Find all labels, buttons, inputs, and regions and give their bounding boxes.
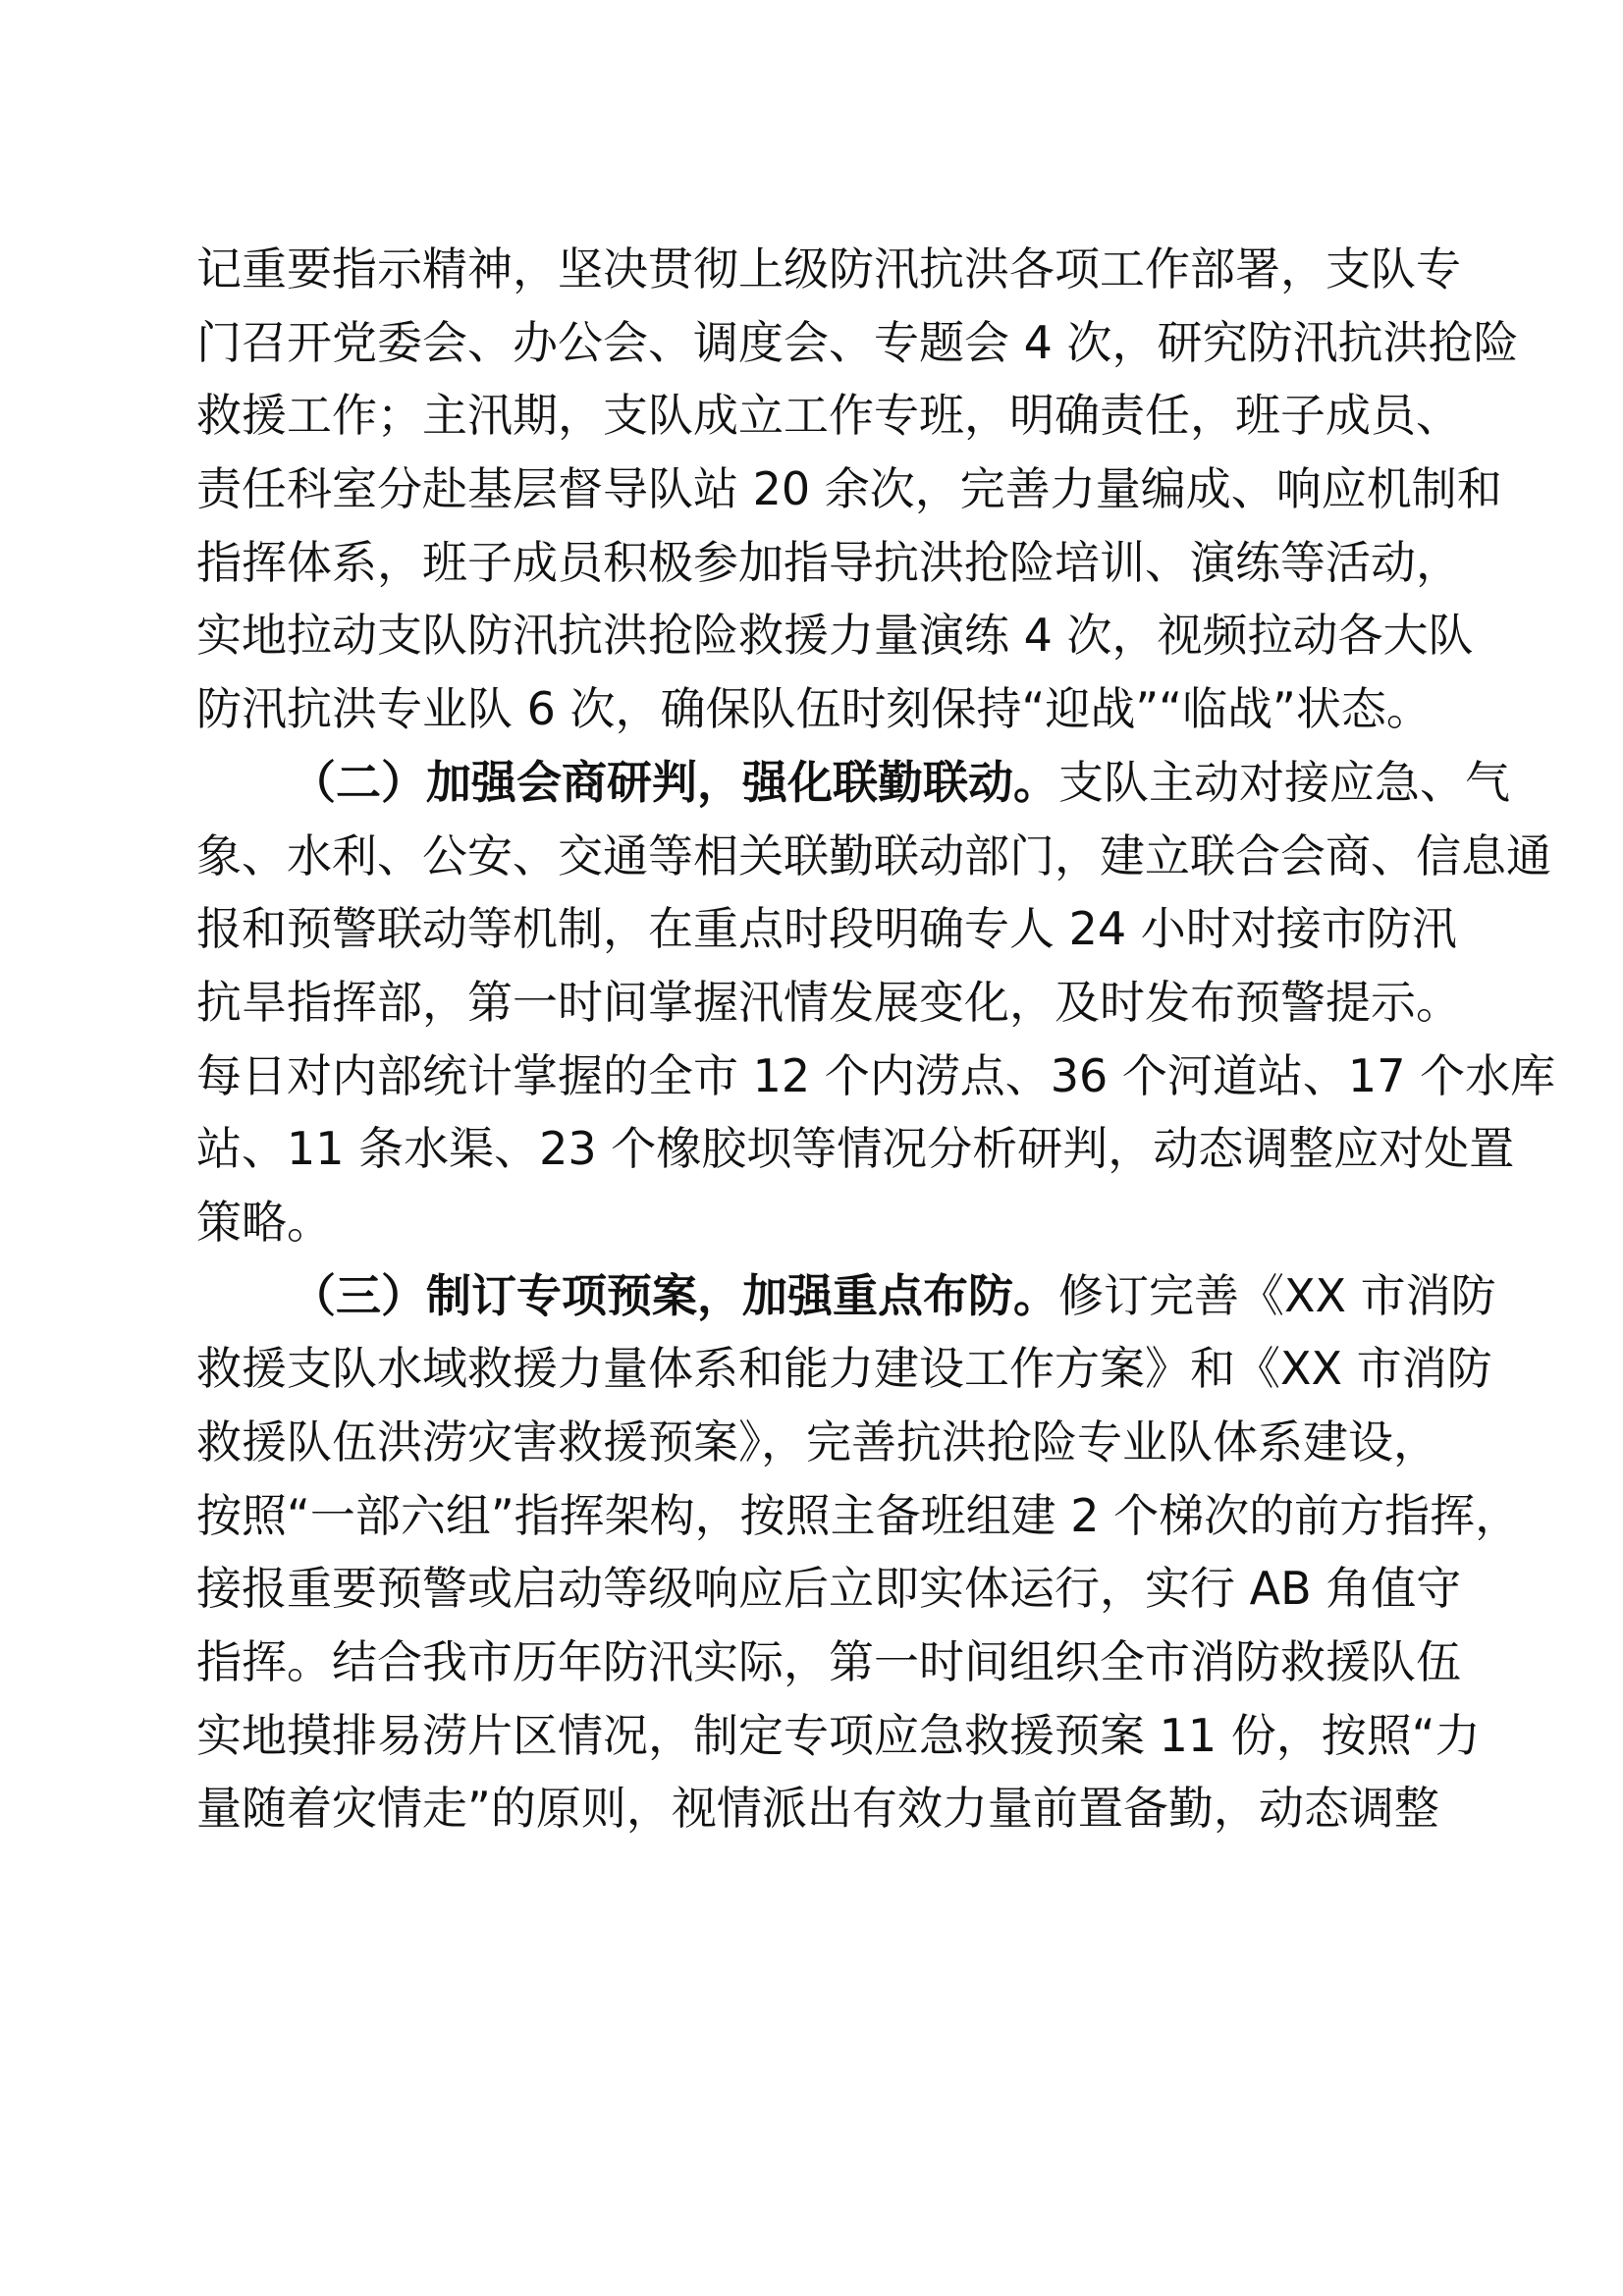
text-span: 支队主动对接应急、气 — [1058, 755, 1510, 809]
section-heading: （二）加强会商研判，强化联勤联动。 — [291, 755, 1058, 809]
text-line: 象、水利、公安、交通等相关联勤联动部门，建立联合会商、信息通 — [196, 828, 1551, 882]
document-page — [196, 233, 1556, 1845]
text-line: 指挥。结合我市历年防汛实际，第一时间组织全市消防救援队伍 — [196, 1635, 1461, 1689]
text-line: 实地拉动支队防汛抗洪抢险救援力量演练 4 次，视频拉动各大队 — [196, 609, 1474, 663]
text-line: 策略。 — [196, 1195, 332, 1249]
section-heading: （三）制订专项预案，加强重点布防。 — [291, 1268, 1058, 1322]
text-line: 责任科室分赴基层督导队站 20 余次，完善力量编成、响应机制和 — [196, 462, 1502, 516]
text-span: 修订完善《XX 市消防 — [1058, 1268, 1496, 1322]
text-line: 接报重要预警或启动等级响应后立即实体运行，实行 AB 角值守 — [196, 1562, 1462, 1616]
paragraph-2 — [196, 746, 1556, 1259]
text-line: 站、11 条水渠、23 个橡胶坝等情况分析研判，动态调整应对处置 — [196, 1122, 1515, 1176]
text-line: 按照“一部六组”指挥架构，按照主备班组建 2 个梯次的前方指挥， — [196, 1488, 1521, 1542]
text-line: 救援队伍洪涝灾害救援预案》，完善抗洪抢险专业队体系建设， — [196, 1415, 1438, 1468]
text-line — [196, 746, 1510, 820]
text-line: 救援工作；主汛期，支队成立工作专班，明确责任，班子成员、 — [196, 389, 1461, 443]
text-line: 抗旱指挥部，第一时间掌握汛情发展变化，及时发布预警提示。 — [196, 975, 1461, 1029]
text-line: 指挥体系，班子成员积极参加指导抗洪抢险培训、演练等活动， — [196, 535, 1461, 589]
paragraph-1 — [196, 233, 1519, 746]
text-line — [196, 1259, 1496, 1333]
text-line: 防汛抗洪专业队 6 次，确保队伍时刻保持“迎战”“临战”状态。 — [196, 682, 1432, 736]
text-line: 量随着灾情走”的原则，视情派出有效力量前置备勤，动态调整 — [196, 1782, 1439, 1836]
text-line: 实地摸排易涝片区情况，制定专项应急救援预案 11 份，按照“力 — [196, 1708, 1481, 1762]
text-line: 门召开党委会、办公会、调度会、专题会 4 次，研究防汛抗洪抢险 — [196, 315, 1519, 369]
text-line: 记重要指示精神，坚决贯彻上级防汛抗洪各项工作部署，支队专 — [196, 242, 1461, 295]
text-line: 报和预警联动等机制，在重点时段明确专人 24 小时对接市防汛 — [196, 902, 1457, 956]
text-line: 救援支队水域救援力量体系和能力建设工作方案》和《XX 市消防 — [196, 1342, 1492, 1396]
text-line: 每日对内部统计掌握的全市 12 个内涝点、36 个河道站、17 个水库 — [196, 1048, 1556, 1102]
paragraph-3 — [196, 1259, 1521, 1846]
